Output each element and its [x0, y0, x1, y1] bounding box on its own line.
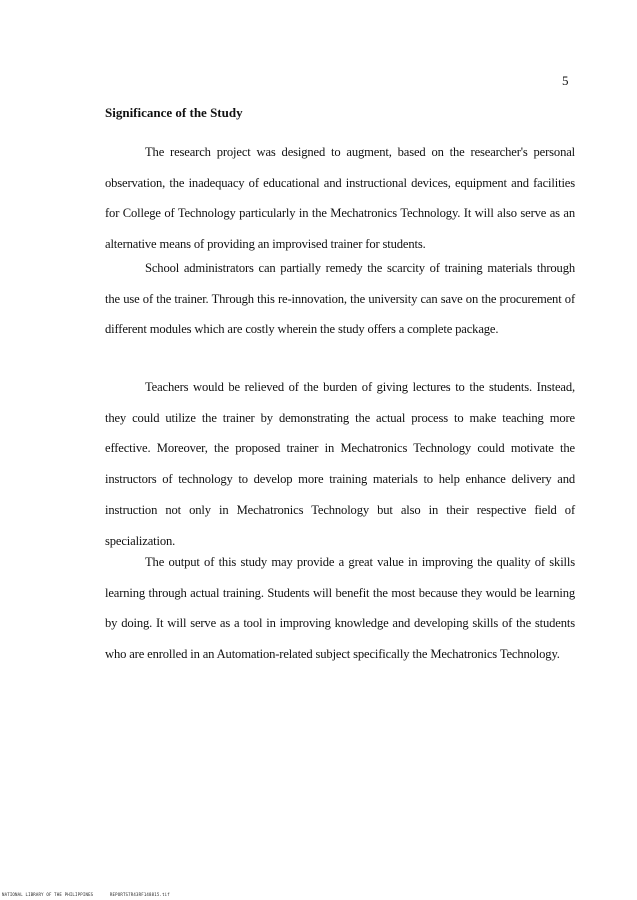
paragraph-2: School administrators can partially remedy the scarcity of training materials through the use of the trainer. Through this re-innovation, the university can save on the procurement of different modules which are costly wherein the study offers a complete package. [105, 261, 575, 337]
footer-library-name: NATIONAL LIBRARY OF THE PHILIPPINES [2, 892, 94, 897]
paragraph-1: The research project was designed to augment, based on the researcher's personal observation, the inadequacy of educational and instructional devices, equipment and facilities for College of Technology particularly in the Mechatronics Technology. It will also serve as an alternative means of providing an improvised trainer for students. [105, 145, 575, 252]
paragraph-4: The output of this study may provide a great value in improving the quality of skills learning through actual training. Students will benefit the most because they would be learning by doing. It will serve as a tool in improving knowledge and developing skills of the students who are enrolled in an Automation-related subject specifically the Mechatronics Technology. [105, 555, 575, 662]
page-number: 5 [562, 73, 569, 88]
footer-file-code: REPORTS7R43RF148815.tif [109, 892, 170, 897]
paragraph-3: Teachers would be relieved of the burden of giving lectures to the students. Instead, they could utilize the trainer by demonstrating the actual process to make teaching more effective. Moreover, the proposed trainer in Mechatronics Technology could motivate the instructors of technology to develop more training materials to help enhance delivery and instruction not only in Mechatronics Technology but also in their respective field of specialization. [105, 380, 575, 548]
scan-footer [2, 892, 170, 897]
section-heading: Significance of the Study [105, 105, 243, 120]
